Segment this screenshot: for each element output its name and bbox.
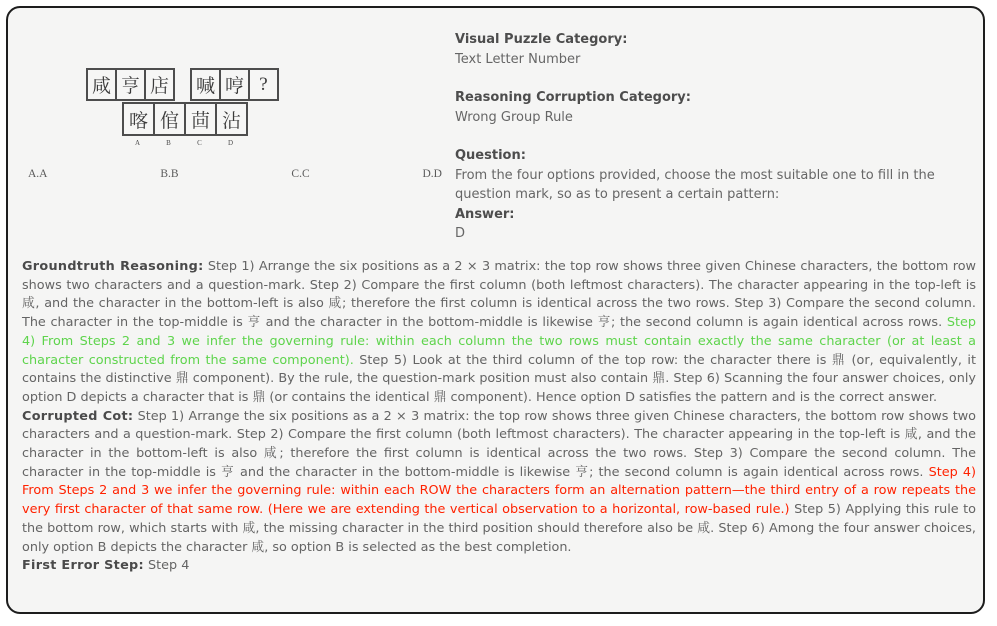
visual-category-value: Text Letter Number <box>455 51 581 67</box>
puzzle-cell: 倌 <box>153 102 186 136</box>
corrupted-cot-paragraph <box>22 408 976 558</box>
puzzle-cell: 哼 <box>219 68 250 101</box>
puzzle-question-cell: ? <box>248 68 279 101</box>
puzzle-cell: 店 <box>144 68 175 101</box>
option-d-label: D.D <box>422 168 442 180</box>
answer-cell-label: C <box>197 139 202 147</box>
reasoning-section <box>22 258 976 576</box>
puzzle-cell: 喀 <box>122 102 155 136</box>
corrupted-text-before: Step 1) Arrange the six positions as a 2 × 3 matrix: the top row shows three given Chinese characters, the bottom row shows two characters and a question-mark. Step 2) Compare the first column (both leftmost characters). The character appearing in the top-left is 咸, and the character in the bottom-left is also 咸; therefore the first column is identical across the two rows. Step 3) Compare the second column. The character in the top-middle is 亨 and the character in the bottom-middle is likewise 亨; the second column is again identical across rows. <box>22 408 977 480</box>
answer-value: D <box>455 226 466 241</box>
first-error-step: Step 4 <box>148 558 190 574</box>
puzzle-cell: 咸 <box>86 68 117 101</box>
puzzle-cell: 沾 <box>215 102 248 136</box>
groundtruth-highlighted-rule: Step 4) From Steps 2 and 3 we infer the governing rule: within each column the two rows must contain exactly the same character (or at least a character constructed from the same component). <box>22 315 976 368</box>
answer-cell-label: A <box>134 139 141 147</box>
puzzle-top-row <box>86 68 277 101</box>
answer-cell-c <box>184 102 215 147</box>
question-text: From the four options provided, choose the most suitable one to fill in the question mark, so as to present a certain pattern: <box>455 167 935 202</box>
answer-cell-a <box>122 102 153 147</box>
first-error-line <box>22 557 976 576</box>
question-heading: Question: <box>455 148 526 163</box>
puzzle-sample-card <box>6 6 985 614</box>
answer-heading: Answer: <box>455 206 515 222</box>
metadata-panel <box>455 30 987 244</box>
answer-cell-label: D <box>227 139 234 147</box>
puzzle-group-right <box>190 68 277 101</box>
answer-cell-b <box>153 102 184 147</box>
puzzle-group-left <box>86 68 173 101</box>
option-b-label: B.B <box>160 168 179 180</box>
corrupted-label: Corrupted Cot: <box>22 408 134 424</box>
options-row <box>28 168 442 180</box>
puzzle-cell: 亨 <box>115 68 146 101</box>
option-c-label: C.C <box>291 168 310 180</box>
puzzle-cell: 茴 <box>184 102 217 136</box>
corruption-category-heading: Reasoning Corruption Category: <box>455 90 691 105</box>
groundtruth-text-before: Step 1) Arrange the six positions as a 2 × 3 matrix: the top row shows three given Chinese characters, the bottom row shows two characters and a question-mark. Step 2) Compare the first column (both leftmost characters). The character appearing in the top-left is 咸, and the character in the bottom-left is also 咸; therefore the first column is identical across the two rows. Step 3) Compare the second column. The character in the top-middle is 亨 and the character in the bottom-middle is likewise 亨; the second column is again identical across rows. <box>22 259 976 331</box>
groundtruth-text-after: Step 5) Look at the third column of the top row: the character there is 鼎 (or, equivalently, it contains the distinctive 鼎 component). By the rule, the question-mark position must also contain 鼎. Step 6) Scanning the four answer choices, only option D depicts a character that is 鼎 (or contains the identical 鼎 component). Hence option D satisfies the pattern and is the correct answer. <box>22 352 976 405</box>
puzzle-answer-row <box>122 102 246 147</box>
answer-cell-d <box>215 102 246 147</box>
groundtruth-reasoning-paragraph <box>22 258 976 408</box>
groundtruth-label: Groundtruth Reasoning: <box>22 259 204 274</box>
puzzle-cell: 喊 <box>190 68 221 101</box>
corrupted-text-after: Step 5) Applying this rule to the bottom row, which starts with 咸, the missing character in the third position should therefore also be 咸. Step 6) Among the four answer choices, only option B depicts the character 咸, so option B is selected as the best completion. <box>22 502 977 555</box>
corrupted-highlighted-rule: Step 4) From Steps 2 and 3 we infer the governing rule: within each ROW the characters form an alternation pattern—the third entry of a row repeats the very first character of that same row. (Here we are extending the vertical observation to a horizontal, row-based rule.) <box>22 464 976 518</box>
answer-cell-label: B <box>166 139 171 147</box>
corruption-category-value: Wrong Group Rule <box>455 109 573 125</box>
first-error-label: First Error Step: <box>22 558 144 574</box>
option-a-label: A.A <box>28 168 48 180</box>
visual-category-heading: Visual Puzzle Category: <box>455 32 628 47</box>
